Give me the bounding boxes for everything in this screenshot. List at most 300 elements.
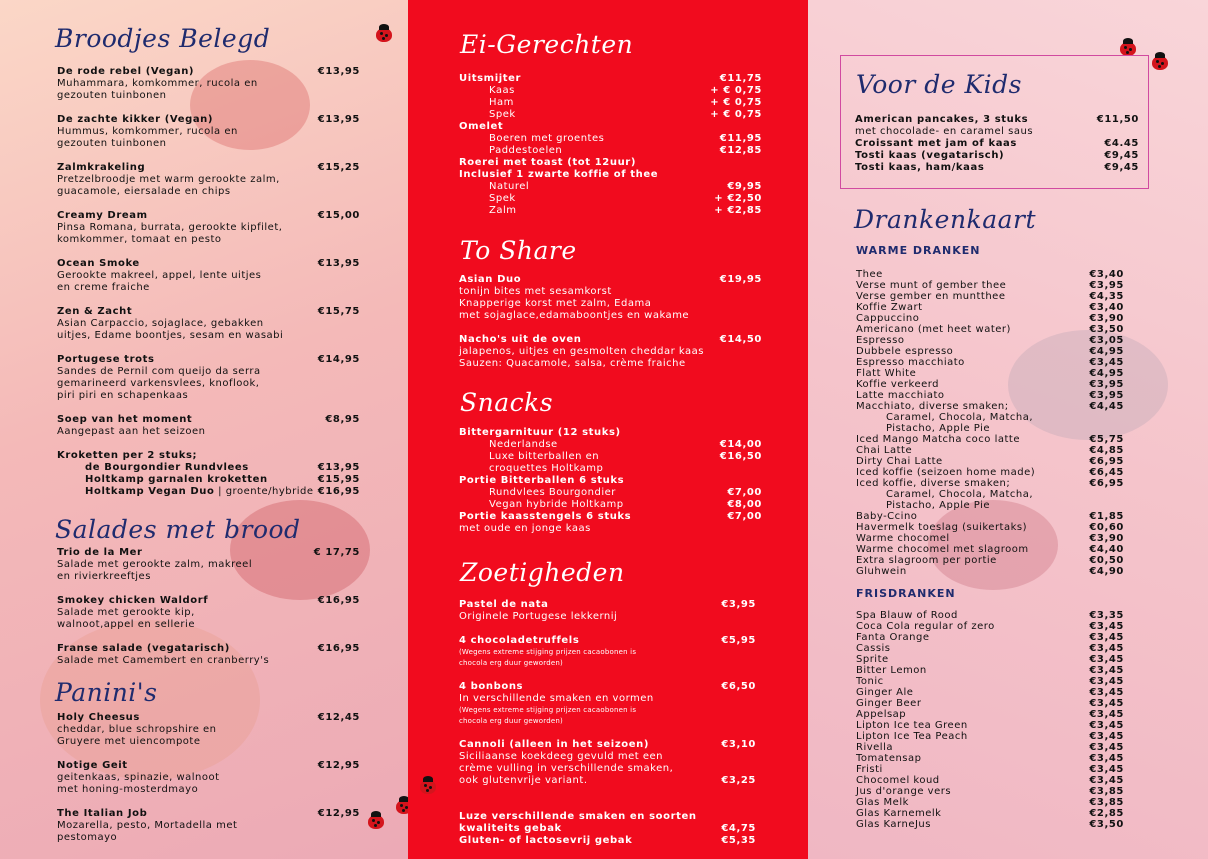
drink-name: Caramel, Chocola, Matcha, [886, 489, 1034, 500]
drink-price: €0,50 [1089, 555, 1124, 566]
drink-name: Extra slagroom per portie [856, 555, 997, 566]
drink-price: €3,45 [1089, 764, 1124, 775]
item-price: €11,75 [719, 73, 762, 84]
item-desc: Salade met gerookte zalm, makreel [57, 559, 253, 570]
drink-name: Glas Karnemelk [856, 808, 942, 819]
item-variant: Luxe bitterballen en [489, 451, 600, 462]
drink-name: Lipton Ice tea Green [856, 720, 968, 731]
item-price: €13,95 [317, 66, 360, 77]
drink-price: €4,90 [1089, 566, 1124, 577]
item-name: Holy Cheesus [57, 712, 140, 723]
drink-row [856, 797, 1124, 808]
item-desc: jalapenos, uitjes en gesmolten cheddar kaas [459, 346, 704, 357]
section-title: Zoetigheden [460, 558, 625, 587]
item-price: €15,75 [317, 306, 360, 317]
item-name: Cannoli (alleen in het seizoen) [459, 739, 649, 750]
item-name: Creamy Dream [57, 210, 148, 221]
drink-price: €3,85 [1089, 786, 1124, 797]
drink-name: Tomatensap [856, 753, 922, 764]
item-price: €3,10 [721, 739, 756, 750]
item-price: €16,95 [317, 486, 360, 497]
item-price: €11,50 [1096, 114, 1139, 125]
drink-row [856, 621, 1124, 632]
item-price: + € 0,75 [710, 97, 762, 108]
item-desc: gemarineerd varkensvlees, knoflook, [57, 378, 260, 389]
item-price: €16,50 [719, 451, 762, 462]
drink-name: Fristi [856, 764, 883, 775]
drink-row [856, 819, 1124, 830]
drink-row [856, 511, 1124, 522]
drink-price: €1,85 [1089, 511, 1124, 522]
item-variant: Naturel [489, 181, 530, 192]
drink-name: Espresso macchiato [856, 357, 965, 368]
item-variant: Kaas [489, 85, 515, 96]
drink-row [856, 313, 1124, 324]
item-name: Portugese trots [57, 354, 155, 365]
drink-name: Tonic [856, 676, 884, 687]
item-price: €16,95 [317, 595, 360, 606]
item-price: €9,45 [1104, 150, 1139, 161]
drink-price: €3,50 [1089, 819, 1124, 830]
item-price: €5,35 [721, 835, 756, 846]
item-name: Uitsmijter [459, 73, 522, 84]
item-desc: met chocolade- en caramel saus [855, 126, 1034, 137]
drink-row [856, 742, 1124, 753]
drink-row [856, 709, 1124, 720]
drink-name: Appelsap [856, 709, 907, 720]
item-name: American pancakes, 3 stuks [855, 114, 1029, 125]
ladybug-icon [376, 28, 392, 42]
drink-price: €6,95 [1089, 478, 1124, 489]
item-desc: Muhammara, komkommer, rucola en [57, 78, 258, 89]
ladybug-icon [368, 815, 384, 829]
drink-row [856, 401, 1124, 412]
drink-price: €3,45 [1089, 676, 1124, 687]
item-name: Smokey chicken Waldorf [57, 595, 209, 606]
drink-row [856, 544, 1124, 555]
item-desc: ook glutenvrije variant. [459, 775, 588, 786]
salades-list [57, 547, 360, 667]
drink-name: Koffie Zwart [856, 302, 923, 313]
item-variant: Spek [489, 109, 516, 120]
item-name: Nacho's uit de oven [459, 334, 582, 345]
item-desc: Salade met Camembert en cranberry's [57, 655, 270, 666]
item-name: The Italian Job [57, 808, 148, 819]
drink-row [856, 753, 1124, 764]
drink-name: Latte macchiato [856, 390, 945, 401]
item-price: €14,95 [317, 354, 360, 365]
drink-row [856, 489, 1124, 500]
drink-price: €3,45 [1089, 357, 1124, 368]
drink-name: Caramel, Chocola, Matcha, [886, 412, 1034, 423]
drink-name: Chai Latte [856, 445, 913, 456]
drink-name: Spa Blauw of Rood [856, 610, 958, 621]
ladybug-icon [420, 780, 436, 794]
toshare-list [459, 274, 762, 370]
broodjes-list [57, 66, 360, 498]
item-name: Zalmkrakeling [57, 162, 146, 173]
section-title: To Share [460, 236, 577, 265]
item-price: €7,00 [727, 487, 762, 498]
section-title: Salades met brood [55, 515, 301, 544]
drink-name: Cassis [856, 643, 891, 654]
item-name: 4 chocoladetruffels [459, 635, 580, 646]
item-desc: gezouten tuinbonen [57, 90, 167, 101]
item-price: €16,95 [317, 643, 360, 654]
item-price: + € 0,75 [710, 85, 762, 96]
item-name: Kroketten per 2 stuks; [57, 450, 198, 461]
item-note: (Wegens extreme stijging prijzen cacaobonen is [459, 706, 637, 714]
item-variant: Nederlandse [489, 439, 558, 450]
drink-name: Flatt White [856, 368, 917, 379]
item-desc: Gruyere met uiencompote [57, 736, 201, 747]
item-desc: met honing-mosterdmayo [57, 784, 199, 795]
item-name: Franse salade (vegatarisch) [57, 643, 230, 654]
drink-name: Fanta Orange [856, 632, 930, 643]
item-variant: Rundvlees Bourgondier [489, 487, 616, 498]
item-variant: Ham [489, 97, 514, 108]
drink-name: Iced Mango Matcha coco latte [856, 434, 1020, 445]
item-desc: Sandes de Pernil com queijo da serra [57, 366, 261, 377]
item-desc: Pinsa Romana, burrata, gerookte kipfilet, [57, 222, 283, 233]
item-name: Tosti kaas (vegatarisch) [855, 150, 1005, 161]
drink-price: €3,45 [1089, 753, 1124, 764]
drink-name: Havermelk toeslag (suikertaks) [856, 522, 1028, 533]
drink-price: €6,95 [1089, 456, 1124, 467]
drink-name: Coca Cola regular of zero [856, 621, 995, 632]
item-desc: en rivierkreeftjes [57, 571, 151, 582]
drink-row [856, 643, 1124, 654]
drink-name: Lipton Ice Tea Peach [856, 731, 968, 742]
right-panel [808, 0, 1208, 859]
item-name: De zachte kikker (Vegan) [57, 114, 214, 125]
item-desc: Siciliaanse koekdeeg gevuld met een [459, 751, 663, 762]
item-price: €7,00 [727, 511, 762, 522]
drink-name: Pistacho, Apple Pie [886, 500, 991, 511]
drink-price: €3,95 [1089, 390, 1124, 401]
item-price: €19,95 [719, 274, 762, 285]
item-desc: uitjes, Edame boontjes, sesam en wasabi [57, 330, 284, 341]
item-name: Bittergarnituur (12 stuks) [459, 427, 621, 438]
drink-row [856, 368, 1124, 379]
item-desc: walnoot,appel en sellerie [57, 619, 195, 630]
item-desc: met sojaglace,edamaboontjes en wakame [459, 310, 690, 321]
drink-price: €3,45 [1089, 709, 1124, 720]
item-price: + €2,50 [714, 193, 762, 204]
item-name: Roerei met toast (tot 12uur) [459, 157, 636, 168]
drink-row [856, 478, 1124, 489]
drink-price: €4,40 [1089, 544, 1124, 555]
drink-name: Jus d'orange vers [856, 786, 952, 797]
section-title: Panini's [55, 678, 158, 707]
item-desc: Sauzen: Quacamole, salsa, crème fraiche [459, 358, 686, 369]
item-price: €8,00 [727, 499, 762, 510]
drink-name: Chocomel koud [856, 775, 940, 786]
item-desc: Inclusief 1 zwarte koffie of thee [459, 169, 659, 180]
drink-price: €3,45 [1089, 632, 1124, 643]
section-title: Broodjes Belegd [55, 24, 271, 53]
drink-name: Thee [856, 269, 883, 280]
drink-name: Warme chocomel met slagroom [856, 544, 1029, 555]
drink-row [856, 500, 1124, 511]
drink-row [856, 775, 1124, 786]
paninis-list [57, 712, 360, 844]
item-name: Notige Geit [57, 760, 128, 771]
drink-row [856, 566, 1124, 577]
item-name: Zen & Zacht [57, 306, 133, 317]
drink-price: €4,45 [1089, 401, 1124, 412]
left-panel [0, 0, 408, 859]
item-desc: Mozarella, pesto, Mortadella met [57, 820, 238, 831]
item-desc: tonijn bites met sesamkorst [459, 286, 612, 297]
drink-price: €0,60 [1089, 522, 1124, 533]
drink-price: €3,45 [1089, 731, 1124, 742]
drink-price: €3,45 [1089, 720, 1124, 731]
item-price: €15,95 [317, 474, 360, 485]
drink-name: Dirty Chai Latte [856, 456, 943, 467]
item-desc: In verschillende smaken en vormen [459, 693, 654, 704]
drink-name: Gluhwein [856, 566, 907, 577]
drink-row [856, 346, 1124, 357]
snacks-list [459, 427, 762, 535]
drink-row [856, 533, 1124, 544]
item-note: chocola erg duur geworden) [459, 717, 563, 725]
drink-row [856, 665, 1124, 676]
item-name: De rode rebel (Vegan) [57, 66, 195, 77]
item-desc: guacamole, eiersalade en chips [57, 186, 231, 197]
drink-row [856, 808, 1124, 819]
drink-name: Warme chocomel [856, 533, 950, 544]
item-price: €9,95 [727, 181, 762, 192]
drink-name: Bitter Lemon [856, 665, 927, 676]
drink-row [856, 269, 1124, 280]
warme-dranken-heading: WARME DRANKEN [856, 244, 981, 257]
item-price: € 17,75 [313, 547, 360, 558]
item-name: Ocean Smoke [57, 258, 140, 269]
item-desc: komkommer, tomaat en pesto [57, 234, 222, 245]
drink-name: Ginger Ale [856, 687, 914, 698]
drink-name: Baby-Ccino [856, 511, 918, 522]
item-desc: Pretzelbroodje met warm gerookte zalm, [57, 174, 280, 185]
drink-price: €3,45 [1089, 665, 1124, 676]
middle-panel [408, 0, 808, 859]
drink-price: €3,45 [1089, 698, 1124, 709]
section-title: Voor de Kids [856, 70, 1023, 99]
section-title: Drankenkaart [854, 205, 1037, 234]
drink-row [856, 423, 1124, 434]
item-name: Portie Bitterballen 6 stuks [459, 475, 625, 486]
drink-price: €3,45 [1089, 621, 1124, 632]
item-desc: Originele Portugese lekkernij [459, 611, 618, 622]
item-price: €12,95 [317, 760, 360, 771]
frisdranken-list [856, 610, 1124, 830]
warme-dranken-list [856, 269, 1124, 577]
drink-price: €4,85 [1089, 445, 1124, 456]
item-name: Soep van het moment [57, 414, 193, 425]
item-price: €15,00 [317, 210, 360, 221]
item-price: €14,50 [719, 334, 762, 345]
drink-price: €3,05 [1089, 335, 1124, 346]
item-variant: Holtkamp garnalen kroketten [85, 474, 268, 485]
drink-price: €5,75 [1089, 434, 1124, 445]
drink-name: Sprite [856, 654, 889, 665]
item-price: €13,95 [317, 462, 360, 473]
item-desc: Salade met gerookte kip, [57, 607, 195, 618]
drink-name: Pistacho, Apple Pie [886, 423, 991, 434]
item-desc: crème vulling in verschillende smaken, [459, 763, 674, 774]
item-price: €11,95 [719, 133, 762, 144]
item-desc: Knapperige korst met zalm, Edama [459, 298, 652, 309]
drink-row [856, 280, 1124, 291]
item-desc: Hummus, komkommer, rucola en [57, 126, 238, 137]
drink-row [856, 731, 1124, 742]
ladybug-icon [1120, 42, 1136, 56]
item-name: Tosti kaas, ham/kaas [855, 162, 985, 173]
drink-row [856, 467, 1124, 478]
item-desc: geitenkaas, spinazie, walnoot [57, 772, 220, 783]
drink-name: Ginger Beer [856, 698, 922, 709]
item-variant: de Bourgondier Rundvlees [85, 462, 249, 473]
item-name: Portie kaasstengels 6 stuks [459, 511, 632, 522]
drink-name: Glas Melk [856, 797, 909, 808]
drink-price: €3,90 [1089, 313, 1124, 324]
drink-name: Espresso [856, 335, 905, 346]
item-price: €3,95 [721, 599, 756, 610]
item-name: kwaliteits gebak [459, 823, 562, 834]
drink-row [856, 412, 1124, 423]
drink-price: €3,85 [1089, 797, 1124, 808]
drink-name: Cappuccino [856, 313, 920, 324]
drink-name: Dubbele espresso [856, 346, 954, 357]
item-desc: Aangepast aan het seizoen [57, 426, 206, 437]
item-price: €5,95 [721, 635, 756, 646]
drink-row [856, 764, 1124, 775]
drink-name: Iced koffie (seizoen home made) [856, 467, 1036, 478]
item-name: Croissant met jam of kaas [855, 138, 1017, 149]
drink-price: €6,45 [1089, 467, 1124, 478]
drink-price: €3,45 [1089, 643, 1124, 654]
frisdranken-heading: FRISDRANKEN [856, 587, 956, 600]
item-price: €12,85 [719, 145, 762, 156]
drink-price: €3,45 [1089, 742, 1124, 753]
drink-price: €3,95 [1089, 379, 1124, 390]
item-variant: Vegan hybride Holtkamp [489, 499, 624, 510]
zoetigheden-list [459, 599, 756, 847]
drink-row [856, 434, 1124, 445]
drink-price: €2,85 [1089, 808, 1124, 819]
item-variant: Paddestoelen [489, 145, 563, 156]
drink-row [856, 522, 1124, 533]
item-price: + € 0,75 [710, 109, 762, 120]
item-price: €4,75 [721, 823, 756, 834]
drink-name: Verse munt of gember thee [856, 280, 1007, 291]
item-name: Pastel de nata [459, 599, 549, 610]
item-variant: croquettes Holtkamp [489, 463, 604, 474]
drink-price: €3,45 [1089, 775, 1124, 786]
item-desc: Asian Carpaccio, sojaglace, gebakken [57, 318, 264, 329]
item-desc: met oude en jonge kaas [459, 523, 591, 534]
drink-row [856, 698, 1124, 709]
drink-price: €3,50 [1089, 324, 1124, 335]
eigerechten-list [459, 73, 762, 217]
drink-row [856, 291, 1124, 302]
item-price: €4.45 [1104, 138, 1139, 149]
item-price: €15,25 [317, 162, 360, 173]
drink-row [856, 632, 1124, 643]
drink-price: €4,35 [1089, 291, 1124, 302]
item-variant: Spek [489, 193, 516, 204]
item-desc: en creme fraiche [57, 282, 150, 293]
item-name: Gluten- of lactosevrij gebak [459, 835, 633, 846]
drink-name: Glas KarneJus [856, 819, 931, 830]
drink-name: Americano (met heet water) [856, 324, 1011, 335]
drink-row [856, 555, 1124, 566]
item-desc: gezouten tuinbonen [57, 138, 167, 149]
drink-price: €3,95 [1089, 280, 1124, 291]
drink-row [856, 379, 1124, 390]
drink-name: Verse gember en muntthee [856, 291, 1006, 302]
drink-row [856, 676, 1124, 687]
item-variant: Boeren met groentes [489, 133, 605, 144]
drink-price: €3,35 [1089, 610, 1124, 621]
drink-name: Rivella [856, 742, 893, 753]
item-name: 4 bonbons [459, 681, 524, 692]
drink-row [856, 335, 1124, 346]
item-price: €8,95 [325, 414, 360, 425]
drink-name: Koffie verkeerd [856, 379, 940, 390]
drink-row [856, 456, 1124, 467]
item-price: + €2,85 [714, 205, 762, 216]
item-variant-extra: | groente/hybride [214, 486, 314, 497]
drink-row [856, 302, 1124, 313]
drink-price: €3,40 [1089, 269, 1124, 280]
drink-row [856, 786, 1124, 797]
item-name: Asian Duo [459, 274, 522, 285]
item-name: Luze verschillende smaken en soorten [459, 811, 697, 822]
item-name: Trio de la Mer [57, 547, 143, 558]
item-price: €13,95 [317, 258, 360, 269]
item-desc: piri piri en schapenkaas [57, 390, 189, 401]
drink-row [856, 324, 1124, 335]
kids-list [855, 114, 1139, 174]
drink-row [856, 720, 1124, 731]
item-name: Omelet [459, 121, 504, 132]
item-price: €6,50 [721, 681, 756, 692]
item-desc: pestomayo [57, 832, 118, 843]
item-price: €13,95 [317, 114, 360, 125]
item-variant: Holtkamp Vegan Duo [85, 486, 215, 497]
drink-row [856, 445, 1124, 456]
drink-row [856, 654, 1124, 665]
drink-price: €3,45 [1089, 654, 1124, 665]
item-price: €9,45 [1104, 162, 1139, 173]
drink-row [856, 610, 1124, 621]
drink-name: Iced koffie, diverse smaken; [856, 478, 1011, 489]
drink-price: €4,95 [1089, 346, 1124, 357]
item-desc: cheddar, blue schropshire en [57, 724, 217, 735]
ladybug-icon [1152, 56, 1168, 70]
drink-price: €4,95 [1089, 368, 1124, 379]
drink-row [856, 687, 1124, 698]
item-price: €14,00 [719, 439, 762, 450]
item-note: chocola erg duur geworden) [459, 659, 563, 667]
item-price: €12,45 [317, 712, 360, 723]
drink-name: Macchiato, diverse smaken; [856, 401, 1009, 412]
item-note: (Wegens extreme stijging prijzen cacaobonen is [459, 648, 637, 656]
drink-row [856, 357, 1124, 368]
drink-price: €3,45 [1089, 687, 1124, 698]
drink-price: €3,40 [1089, 302, 1124, 313]
